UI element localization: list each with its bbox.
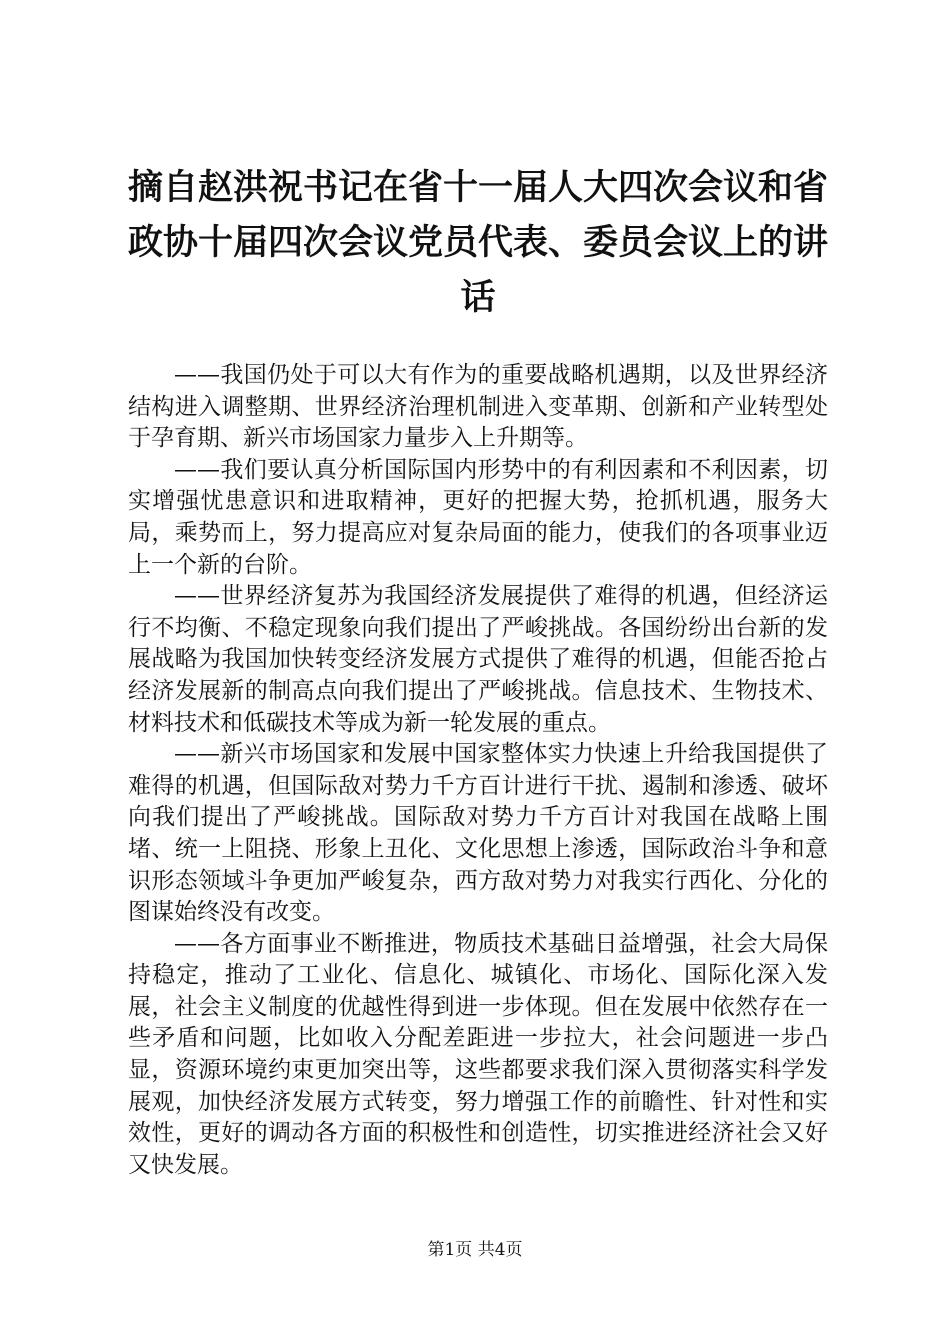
document-body [128, 360, 828, 1181]
document-title: 摘自赵洪祝书记在省十一届人大四次会议和省政协十届四次会议党员代表、委员会议上的讲话 [128, 167, 829, 318]
body-paragraph: ——我国仍处于可以大有作为的重要战略机遇期，以及世界经济结构进入调整期、世界经济治理机制进入变革期、创新和产业转型处于孕育期、新兴市场国家力量步入上升期等。 [128, 362, 828, 452]
body-paragraph: ——世界经济复苏为我国经济发展提供了难得的机遇，但经济运行不均衡、不稳定现象向我们提出了严峻挑战。各国纷纷出台新的发展战略为我国加快转变经济发展方式提供了难得的机遇，但能否抢占经济发展新的制高点向我们提出了严峻挑战。信息技术、生物技术、材料技术和低碳技术等成为新一轮发展的重点。 [128, 583, 828, 736]
body-paragraph: ——我们要认真分析国际国内形势中的有利因素和不利因素，切实增强忧患意识和进取精神，更好的把握大势，抢抓机遇，服务大局，乘势而上，努力提高应对复杂局面的能力，使我们的各项事业迈上一个新的台阶。 [128, 456, 828, 578]
body-paragraph: ——新兴市场国家和发展中国家整体实力快速上升给我国提供了难得的机遇，但国际敌对势力千方百计进行干扰、遏制和渗透、破坏向我们提出了严峻挑战。国际敌对势力千方百计对我国在战略上围堵、统一上阻挠、形象上丑化、文化思想上渗透，国际政治斗争和意识形态领域斗争更加严峻复杂，西方敌对势力对我实行西化、分化的图谋始终没有改变。 [128, 741, 828, 926]
page-number-footer: 第1页 共4页 [427, 1240, 523, 1260]
body-paragraph: ——各方面事业不断推进，物质技术基础日益增强，社会大局保持稳定，推动了工业化、信息化、城镇化、市场化、国际化深入发展，社会主义制度的优越性得到进一步体现。但在发展中依然存在一些矛盾和问题，比如收入分配差距进一步拉大，社会问题进一步凸显，资源环境约束更加突出等，这些都要求我们深入贯彻落实科学发展观，加快经济发展方式转变，努力增强工作的前瞻性、针对性和实效性，更好的调动各方面的积极性和创造性，切实推进经济社会又好又快发展。 [128, 930, 828, 1178]
